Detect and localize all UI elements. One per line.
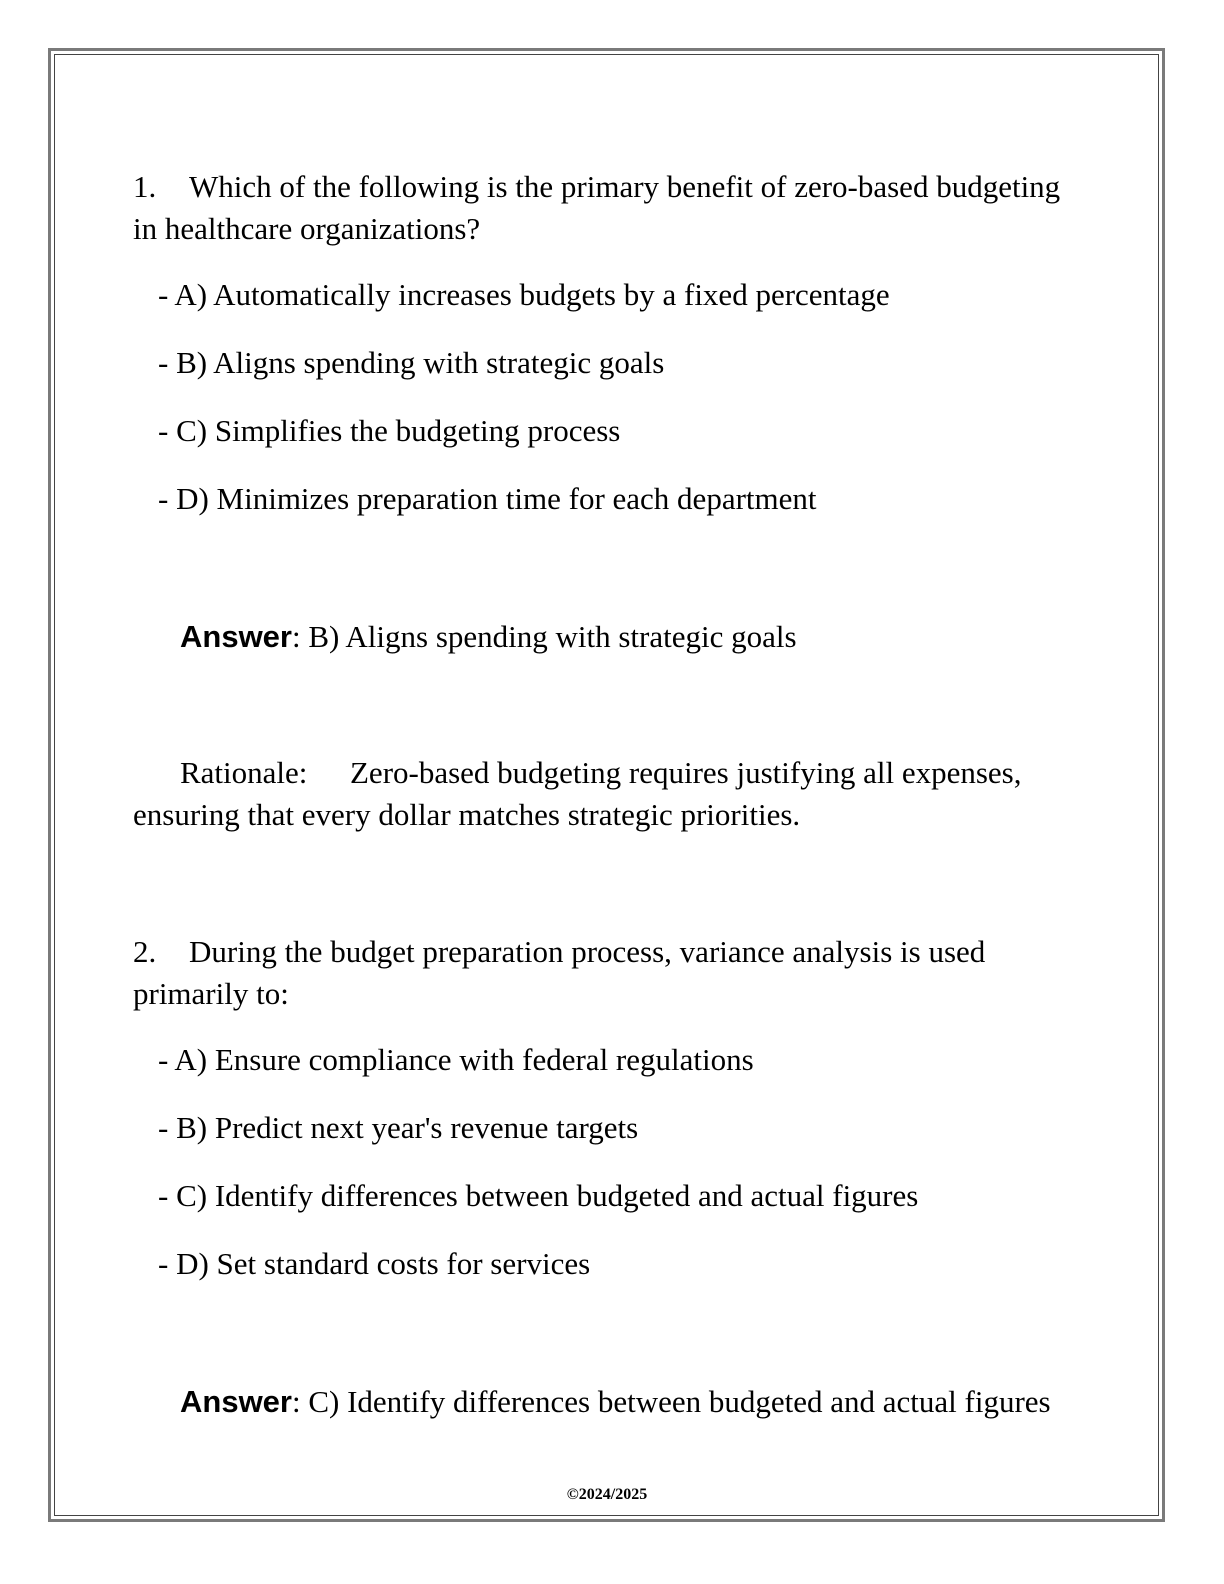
document-content xyxy=(133,166,1073,1423)
question-1-rationale xyxy=(133,752,1073,836)
question-1-rationale-label: Rationale: xyxy=(180,755,308,790)
question-2-option-d: - D) Set standard costs for services xyxy=(158,1246,591,1281)
question-1-answer xyxy=(133,616,1073,658)
copyright-footer: ©2024/2025 xyxy=(566,1486,648,1503)
question-2-option-c: - C) Identify differences between budgeted and actual figures xyxy=(158,1178,919,1213)
question-1 xyxy=(133,166,1073,250)
question-1-option-b: - B) Aligns spending with strategic goals xyxy=(158,345,665,380)
question-2-answer xyxy=(133,1381,1073,1423)
question-1-text: Which of the following is the primary benefit of zero-based budgeting in healthcare organizations? xyxy=(133,169,1061,246)
question-2-text: During the budget preparation process, variance analysis is used primarily to: xyxy=(133,934,986,1011)
question-2-option-a: - A) Ensure compliance with federal regulations xyxy=(158,1042,754,1077)
question-2-option-b: - B) Predict next year's revenue targets xyxy=(158,1110,639,1145)
question-2 xyxy=(133,931,1073,1015)
question-1-number: 1. xyxy=(133,169,157,204)
question-2-answer-label: Answer xyxy=(180,1384,292,1419)
question-1-option-c: - C) Simplifies the budgeting process xyxy=(158,413,621,448)
question-2-number: 2. xyxy=(133,934,157,969)
question-2-answer-text: : C) Identify differences between budgeted and actual figures xyxy=(291,1384,1051,1419)
question-1-answer-text: : B) Aligns spending with strategic goals xyxy=(291,619,797,654)
question-1-rationale-text: Zero-based budgeting requires justifying all expenses, ensuring that every dollar matches strategic priorities. xyxy=(133,755,1022,832)
question-1-option-d: - D) Minimizes preparation time for each department xyxy=(158,481,817,516)
question-1-answer-label: Answer xyxy=(180,619,292,654)
question-1-option-a: - A) Automatically increases budgets by a fixed percentage xyxy=(158,277,890,312)
